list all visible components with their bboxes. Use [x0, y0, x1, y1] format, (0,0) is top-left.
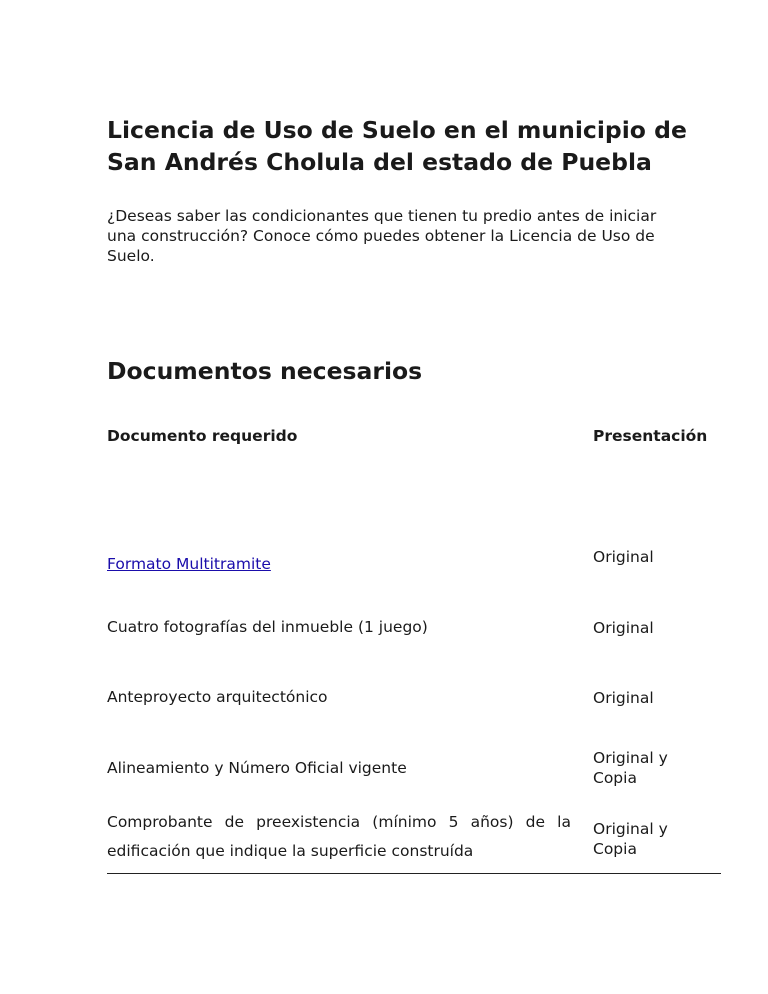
- table-bottom-rule: [107, 873, 721, 874]
- table-row-document[interactable]: [107, 554, 271, 574]
- table-row-document: Anteproyecto arquitectónico: [107, 688, 328, 706]
- table-row-presentation: Original: [593, 689, 654, 707]
- intro-paragraph: ¿Deseas saber las condicionantes que tienen tu predio antes de iniciar una construcción? Conoce cómo puedes obtener la Licencia de Uso de Suelo.: [107, 207, 657, 265]
- table-row-presentation: Original: [593, 619, 654, 637]
- table-row-presentation: Original y Copia: [593, 749, 668, 787]
- formato-multitramite-link[interactable]: Formato Multitramite: [107, 555, 271, 573]
- table-row-presentation: Original: [593, 548, 654, 566]
- column-header-presentation: Presentación: [593, 427, 708, 445]
- column-header-document: Documento requerido: [107, 427, 298, 445]
- table-row-document: Comprobante de preexistencia (mínimo 5 años) de la edificación que indique la superficie construída: [107, 813, 571, 860]
- table-row-document: Cuatro fotografías del inmueble (1 juego): [107, 618, 428, 636]
- table-row-document: Alineamiento y Número Oficial vigente: [107, 759, 407, 777]
- table-row-presentation: Original y Copia: [593, 820, 668, 858]
- page-title: Licencia de Uso de Suelo en el municipio de San Andrés Cholula del estado de Puebla: [107, 116, 687, 176]
- section-title-documents: Documentos necesarios: [107, 357, 423, 385]
